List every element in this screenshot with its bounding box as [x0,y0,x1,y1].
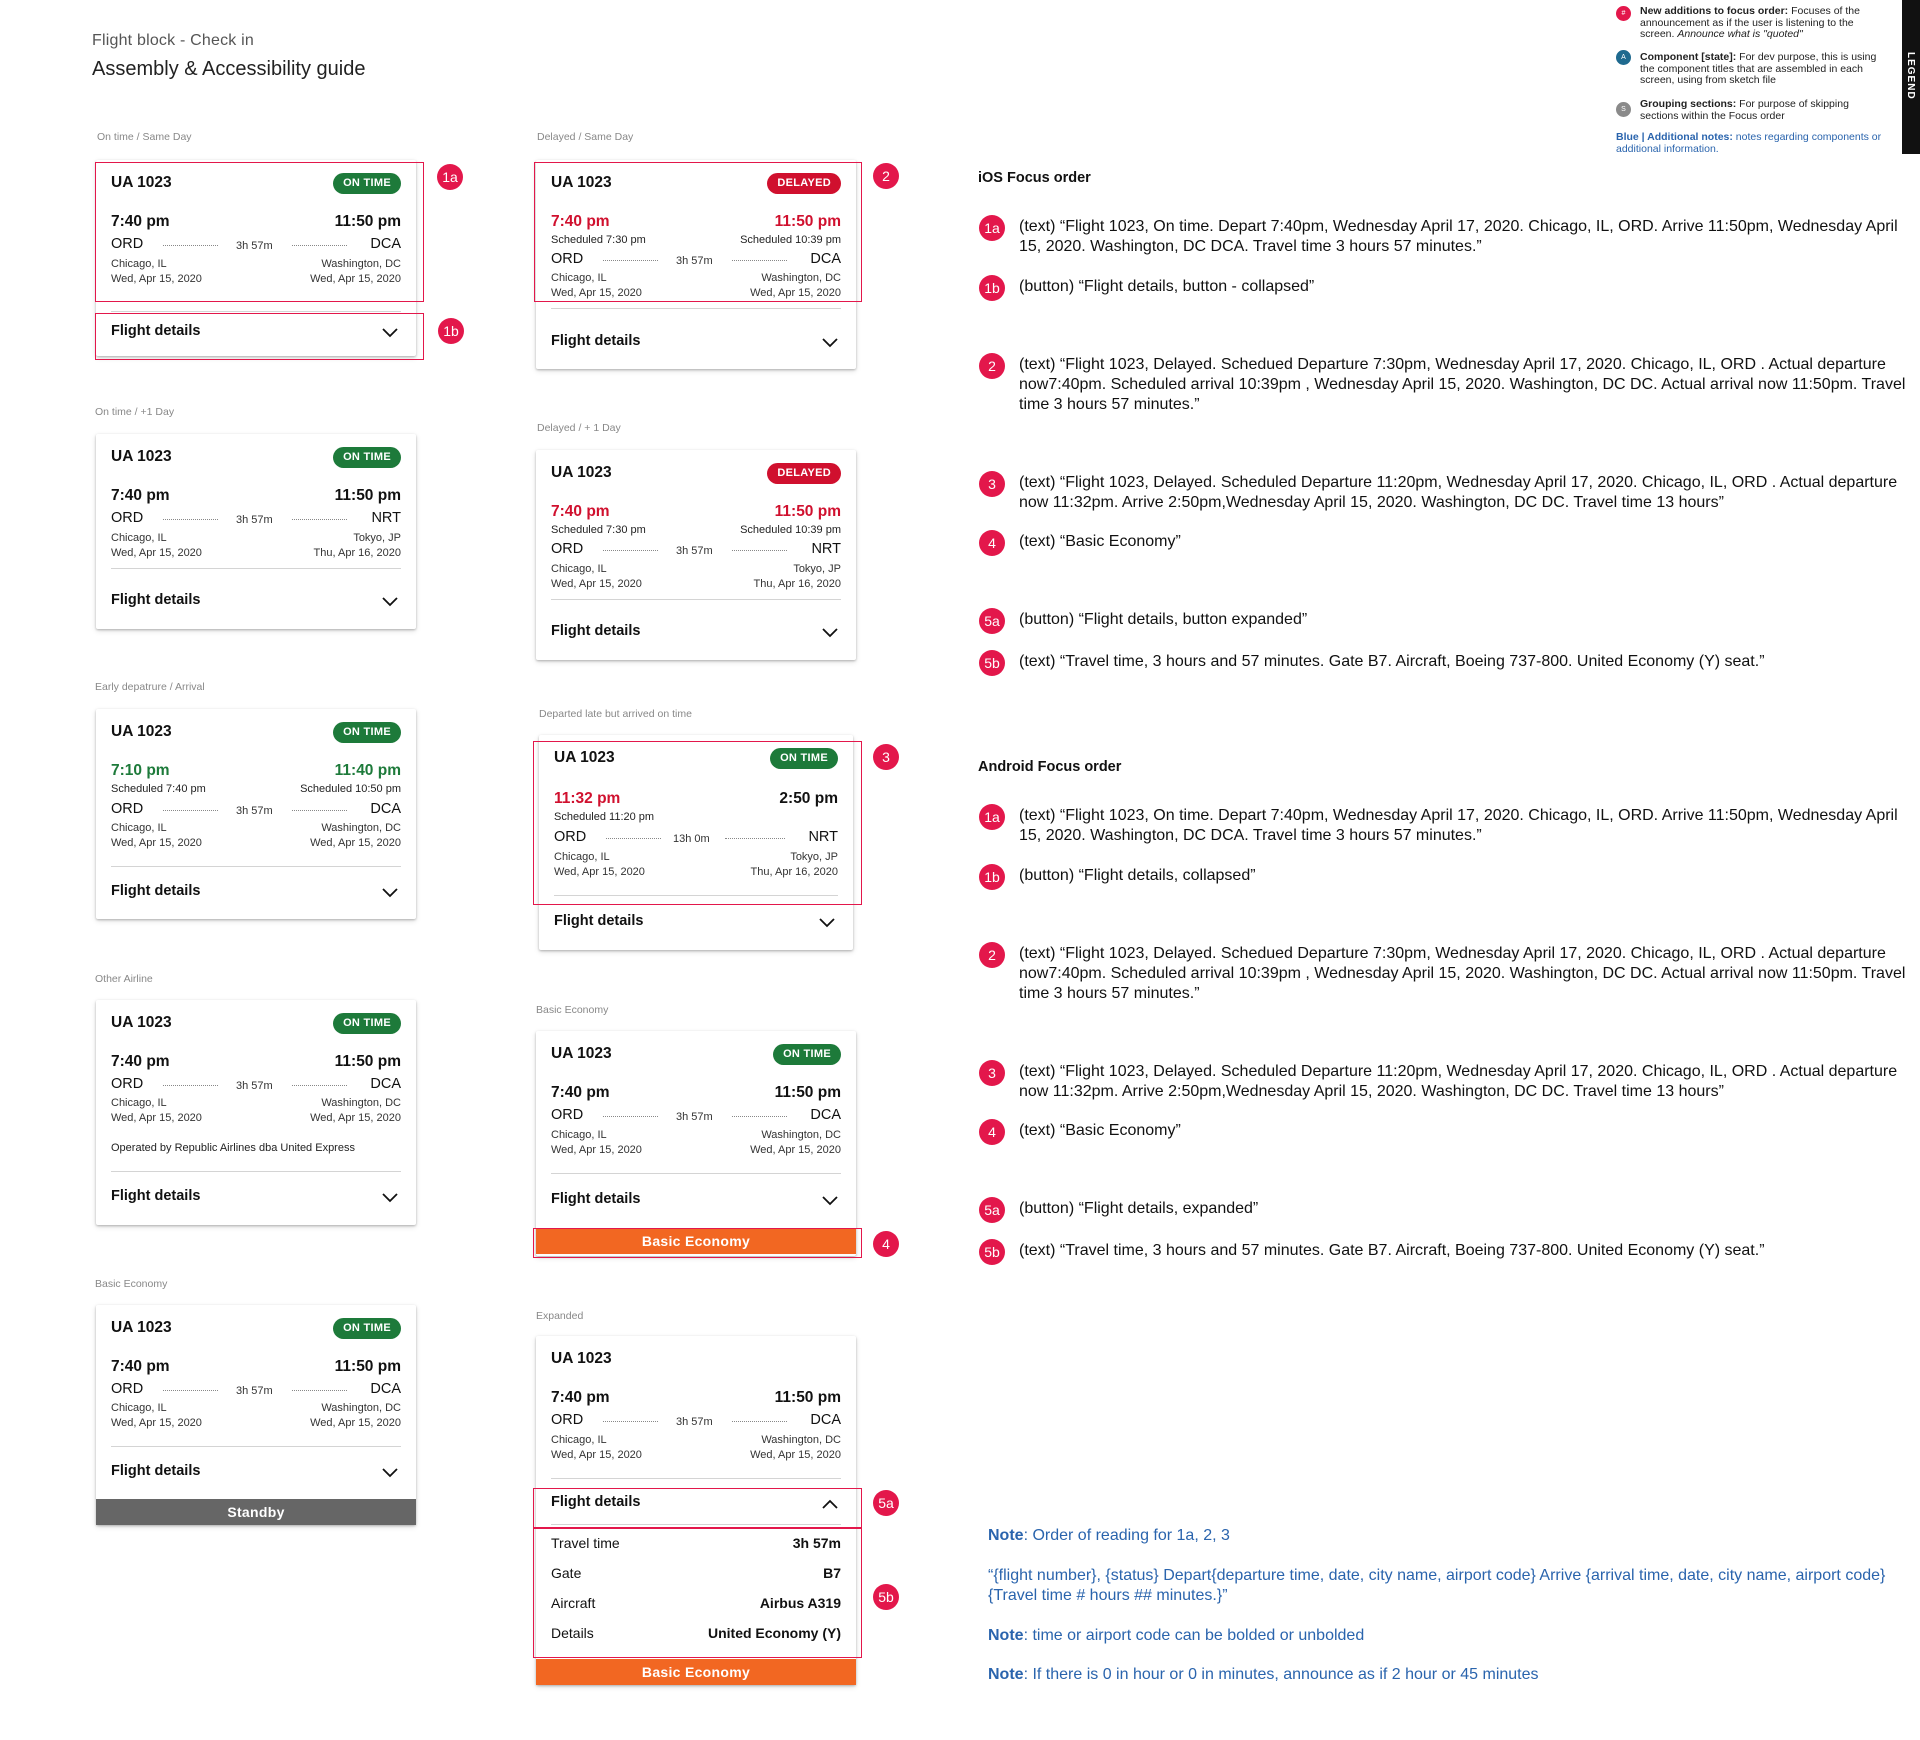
arrive-time: 11:50 pm [334,487,401,504]
status-badge: ON TIME [333,722,401,743]
depart-time: 7:40 pm [111,487,170,504]
depart-city: Chicago, IL Wed, Apr 15, 2020 [111,1402,202,1429]
depart-airport: ORD [111,801,144,817]
ios-focus-4: (text) “Basic Economy” [1019,533,1181,550]
route-line [292,519,347,520]
gate-value: B7 [823,1565,841,1581]
arrive-city: Washington, DC Wed, Apr 15, 2020 [750,1434,841,1461]
depart-airport: ORD [551,1107,584,1123]
flight-details-label[interactable]: Flight details [551,1191,641,1207]
route-line [732,1116,787,1117]
chevron-down-icon[interactable] [822,338,838,348]
focus-marker-3: 3 [873,744,899,770]
divider [554,895,838,896]
travel-time-value: 3h 57m [792,1535,841,1551]
depart-time: 7:40 pm [551,213,610,230]
status-badge: DELAYED [767,463,841,484]
arrive-city: Washington, DC Wed, Apr 15, 2020 [750,1129,841,1156]
android-focus-5b: (text) “Travel time, 3 hours and 57 minutes. Gate B7. Aircraft, Boeing 737-800. United Economy (Y) seat.” [1019,1242,1765,1259]
duration: 3h 57m [236,514,273,526]
depart-time: 7:40 pm [111,1358,170,1375]
travel-time-label: Travel time [551,1535,620,1551]
focus-marker-5b: 5b [873,1584,899,1610]
status-badge: DELAYED [767,173,841,194]
arrive-time: 11:50 pm [774,1389,841,1406]
divider [111,1171,401,1172]
focus-marker-5a: 5a [873,1490,899,1516]
depart-city: Chicago, IL Wed, Apr 15, 2020 [111,258,202,285]
depart-airport: ORD [111,236,144,252]
flight-details-label[interactable]: Flight details [551,333,641,349]
ios-marker-5a: 5a [979,608,1005,634]
chevron-down-icon[interactable] [382,1193,398,1203]
depart-time: 11:32 pm [554,790,621,807]
depart-time: 7:40 pm [551,1084,610,1101]
depart-airport: ORD [111,1381,144,1397]
flight-card-early [96,709,416,919]
android-marker-5a: 5a [979,1197,1005,1223]
route-line [163,519,218,520]
android-focus-4: (text) “Basic Economy” [1019,1122,1181,1139]
route-line [732,550,787,551]
flight-details-label[interactable]: Flight details [111,883,201,899]
ios-marker-3: 3 [979,471,1005,497]
legend-component-state: Component [state]: For dev purpose, this is using the component titles that are assembled in each screen, using from sketch file [1640,51,1877,86]
flight-details-label[interactable]: Flight details [551,1494,641,1510]
ios-marker-4: 4 [979,530,1005,556]
arrive-airport: DCA [370,801,401,817]
note-reading-order: Note: Order of reading for 1a, 2, 3 [988,1527,1230,1544]
gate-label: Gate [551,1565,582,1581]
flight-number: UA 1023 [551,174,612,191]
flight-number: UA 1023 [551,464,612,481]
route-line [163,245,218,246]
android-focus-2: (text) “Flight 1023, Delayed. Schedued Departure 7:30pm, Wednesday April 17, 2020. Chicago, IL, ORD . Actual departure now7:40pm. Scheduled arrival 10:39pm , Wednesday April 15, 2020. Washington, DC DC. Actual arrival now 11:50pm. Travel time 3 hours 57 minutes.” [1019,945,1906,1002]
flight-card-ontime-plus1 [96,434,416,629]
depart-time: 7:40 pm [551,503,610,520]
flight-details-label[interactable]: Flight details [554,913,644,929]
arrive-time: 11:50 pm [774,1084,841,1101]
route-line [163,810,218,811]
android-marker-5b: 5b [979,1239,1005,1265]
android-marker-4: 4 [979,1119,1005,1145]
route-line [732,1421,787,1422]
scheduled-depart: Scheduled 7:40 pm [111,783,206,795]
section-label: Basic Economy [95,1278,168,1290]
arrive-airport: DCA [810,251,841,267]
operated-by: Operated by Republic Airlines dba United Express [111,1142,355,1154]
flight-card-delayed-sameday [536,160,856,369]
document-title: Assembly & Accessibility guide [92,58,366,80]
duration: 3h 57m [236,805,273,817]
section-label: On time / +1 Day [95,406,175,418]
status-badge: ON TIME [333,1318,401,1339]
route-line [603,550,658,551]
ios-focus-3: (text) “Flight 1023, Delayed. Scheduled Departure 11:20pm, Wednesday April 17, 2020. Chicago, IL, ORD . Actual departure now 11:32pm. Arrive 2:50pm,Wednesday April 15, 2020. Washington, DC DC. Travel time 13 hours” [1019,474,1898,511]
ios-focus-1a: (text) “Flight 1023, On time. Depart 7:40pm, Wednesday April 17, 2020. Chicago, IL, ORD. Arrive 11:50pm, Wednesday April 15, 2020. Washington, DC DCA. Travel time 3 hours 57 minutes.” [1019,218,1898,255]
section-label: Delayed / + 1 Day [537,422,621,434]
depart-time: 7:40 pm [111,213,170,230]
duration: 3h 57m [676,1111,713,1123]
flight-card-expanded [536,1336,856,1685]
divider [551,1478,841,1479]
route-line [603,260,658,261]
arrive-airport: DCA [370,1381,401,1397]
flight-card-delayed-plus1 [536,450,856,660]
route-line [292,1390,347,1391]
basic-economy-bar: Basic Economy [536,1659,856,1685]
depart-city: Chicago, IL Wed, Apr 15, 2020 [111,1097,202,1124]
android-marker-1a: 1a [979,804,1005,830]
chevron-down-icon[interactable] [382,597,398,607]
divider [111,311,401,312]
android-marker-1b: 1b [979,864,1005,890]
depart-city: Chicago, IL Wed, Apr 15, 2020 [111,532,202,559]
basic-economy-bar: Basic Economy [536,1228,856,1254]
flight-card-basic-economy [536,1031,856,1256]
scheduled-arrive: Scheduled 10:39 pm [740,234,841,246]
ios-marker-1a: 1a [979,215,1005,241]
flight-details-label[interactable]: Flight details [111,592,201,608]
flight-number: UA 1023 [111,1319,172,1336]
depart-time: 7:10 pm [111,762,170,779]
status-badge: ON TIME [333,173,401,194]
legend-focus-order: New additions to focus order: Focuses of the announcement as if the user is listening to the screen. Announce what is "quoted" [1640,5,1860,40]
flight-card-ontime-sameday [96,160,416,356]
arrive-time: 11:40 pm [334,762,401,779]
android-focus-1b: (button) “Flight details, collapsed” [1019,867,1256,884]
status-badge: ON TIME [770,748,838,769]
divider [111,1446,401,1447]
arrive-city: Washington, DC Wed, Apr 15, 2020 [310,1097,401,1124]
arrive-city: Washington, DC Wed, Apr 15, 2020 [310,1402,401,1429]
section-label: Early depatrure / Arrival [95,681,205,693]
depart-city: Chicago, IL Wed, Apr 15, 2020 [554,851,645,878]
scheduled-arrive: Scheduled 10:39 pm [740,524,841,536]
focus-marker-2: 2 [873,163,899,189]
depart-airport: ORD [111,1076,144,1092]
duration: 3h 57m [236,1080,273,1092]
chevron-down-icon[interactable] [822,1196,838,1206]
divider [111,866,401,867]
legend-tab: LEGEND [1902,0,1920,154]
arrive-airport: NRT [371,510,401,526]
arrive-city: Washington, DC Wed, Apr 15, 2020 [750,272,841,299]
flight-details-label[interactable]: Flight details [111,1463,201,1479]
flight-number: UA 1023 [554,749,615,766]
section-label: Delayed / Same Day [537,131,634,143]
arrive-airport: DCA [810,1412,841,1428]
android-marker-3: 3 [979,1060,1005,1086]
legend-component-dot: A [1616,50,1631,65]
divider [551,599,841,600]
depart-airport: ORD [551,1412,584,1428]
arrive-airport: DCA [370,1076,401,1092]
legend-grouping: Grouping sections: For purpose of skipping sections within the Focus order [1640,98,1849,122]
details-value: United Economy (Y) [707,1625,841,1641]
depart-airport: ORD [551,251,584,267]
section-label: Other Airline [95,973,153,985]
aircraft-value: Airbus A319 [759,1595,841,1611]
flight-number: UA 1023 [111,448,172,465]
status-badge: ON TIME [773,1044,841,1065]
route-line [163,1390,218,1391]
flight-number: UA 1023 [111,723,172,740]
section-label: Departed late but arrived on time [539,708,692,720]
arrive-time: 2:50 pm [779,790,838,807]
scheduled-depart: Scheduled 7:30 pm [551,234,646,246]
depart-airport: ORD [111,510,144,526]
arrive-time: 11:50 pm [334,213,401,230]
flight-number: UA 1023 [551,1350,612,1367]
route-line [292,810,347,811]
arrive-airport: DCA [370,236,401,252]
status-badge: ON TIME [333,447,401,468]
document-subtitle: Flight block - Check in [92,32,254,49]
flight-details-label[interactable]: Flight details [551,623,641,639]
route-line [603,1116,658,1117]
arrive-city: Tokyo, JP Thu, Apr 16, 2020 [753,563,841,590]
arrive-airport: NRT [808,829,838,845]
flight-details-label[interactable]: Flight details [111,323,201,339]
android-marker-2: 2 [979,942,1005,968]
ios-focus-2: (text) “Flight 1023, Delayed. Schedued Departure 7:30pm, Wednesday April 17, 2020. Chicago, IL, ORD . Actual departure now7:40pm. Scheduled arrival 10:39pm , Wednesday April 15, 2020. Washington, DC DC. Actual arrival now 11:50pm. Travel time 3 hours 57 minutes.” [1019,356,1906,413]
scheduled-depart: Scheduled 7:30 pm [551,524,646,536]
flight-number: UA 1023 [111,1014,172,1031]
arrive-time: 11:50 pm [774,213,841,230]
legend-focus-dot: # [1616,6,1631,21]
scheduled-arrive: Scheduled 10:50 pm [300,783,401,795]
scheduled-depart: Scheduled 11:20 pm [554,811,655,823]
ios-marker-2: 2 [979,353,1005,379]
route-line [732,260,787,261]
route-line [606,838,661,839]
route-line [603,1421,658,1422]
chevron-down-icon[interactable] [382,888,398,898]
duration: 13h 0m [673,833,710,845]
chevron-down-icon[interactable] [819,918,835,928]
depart-city: Chicago, IL Wed, Apr 15, 2020 [551,1129,642,1156]
ios-focus-heading: iOS Focus order [978,170,1091,186]
flight-card-standby [96,1305,416,1525]
aircraft-label: Aircraft [551,1595,596,1611]
note-zero-values: Note: If there is 0 in hour or 0 in minutes, announce as if 2 hour or 45 minutes [988,1666,1539,1683]
route-line [163,1085,218,1086]
divider [551,308,841,309]
route-line [292,245,347,246]
depart-time: 7:40 pm [551,1389,610,1406]
ios-marker-5b: 5b [979,650,1005,676]
arrive-city: Washington, DC Wed, Apr 15, 2020 [310,822,401,849]
focus-marker-1a: 1a [437,164,463,190]
divider [551,1524,841,1525]
android-focus-1a: (text) “Flight 1023, On time. Depart 7:40pm, Wednesday April 17, 2020. Chicago, IL, ORD. Arrive 11:50pm, Wednesday April 15, 2020. Washington, DC DCA. Travel time 3 hours 57 minutes.” [1019,807,1898,844]
section-label: Expanded [536,1310,584,1322]
arrive-time: 11:50 pm [334,1358,401,1375]
note-bolding: Note: time or airport code can be bolded or unbolded [988,1627,1365,1644]
depart-city: Chicago, IL Wed, Apr 15, 2020 [551,272,642,299]
details-label: Details [551,1625,594,1641]
flight-details-label[interactable]: Flight details [111,1188,201,1204]
arrive-city: Washington, DC Wed, Apr 15, 2020 [310,258,401,285]
chevron-down-icon[interactable] [822,628,838,638]
depart-city: Chicago, IL Wed, Apr 15, 2020 [551,1434,642,1461]
section-label: On time / Same Day [97,131,192,143]
standby-bar: Standby [96,1499,416,1525]
arrive-airport: DCA [810,1107,841,1123]
arrive-airport: NRT [811,541,841,557]
depart-city: Chicago, IL Wed, Apr 15, 2020 [551,563,642,590]
depart-city: Chicago, IL Wed, Apr 15, 2020 [111,822,202,849]
chevron-up-icon[interactable] [822,1499,838,1509]
duration: 3h 57m [236,240,273,252]
ios-marker-1b: 1b [979,275,1005,301]
focus-marker-4: 4 [873,1231,899,1257]
route-line [292,1085,347,1086]
focus-marker-1b: 1b [438,318,464,344]
android-focus-5a: (button) “Flight details, expanded” [1019,1200,1259,1217]
divider [111,568,401,569]
chevron-down-icon[interactable] [382,1468,398,1478]
section-label: Basic Economy [536,1004,609,1016]
arrive-city: Tokyo, JP Thu, Apr 16, 2020 [750,851,838,878]
flight-number: UA 1023 [551,1045,612,1062]
divider [551,1173,841,1174]
status-badge: ON TIME [333,1013,401,1034]
ios-focus-1b: (button) “Flight details, button - collapsed” [1019,278,1315,295]
arrive-city: Tokyo, JP Thu, Apr 16, 2020 [313,532,401,559]
note-template: “{flight number}, {status} Depart{departure time, date, city name, airport code} Arrive {arrival time, date, city name, airport code} {Travel time # hours ## minutes.}” [988,1567,1886,1604]
flight-card-late-depart [539,735,853,950]
flight-number: UA 1023 [111,174,172,191]
android-focus-3: (text) “Flight 1023, Delayed. Scheduled Departure 11:20pm, Wednesday April 17, 2020. Chicago, IL, ORD . Actual departure now 11:32pm. Arrive 2:50pm,Wednesday April 15, 2020. Washington, DC DC. Travel time 13 hours” [1019,1063,1898,1100]
depart-airport: ORD [554,829,587,845]
arrive-time: 11:50 pm [774,503,841,520]
android-focus-heading: Android Focus order [978,759,1122,775]
flight-card-other-airline [96,1000,416,1225]
chevron-down-icon[interactable] [382,328,398,338]
legend-grouping-dot: S [1616,102,1631,117]
legend-blue-notes: Blue | Additional notes: notes regarding components or additional information. [1616,131,1882,155]
ios-focus-5b: (text) “Travel time, 3 hours and 57 minutes. Gate B7. Aircraft, Boeing 737-800. United Economy (Y) seat.” [1019,653,1765,670]
duration: 3h 57m [676,545,713,557]
route-line [725,838,785,839]
ios-focus-5a: (button) “Flight details, button expanded” [1019,611,1308,628]
duration: 3h 57m [676,1416,713,1428]
arrive-time: 11:50 pm [334,1053,401,1070]
duration: 3h 57m [236,1385,273,1397]
duration: 3h 57m [676,255,713,267]
depart-time: 7:40 pm [111,1053,170,1070]
depart-airport: ORD [551,541,584,557]
